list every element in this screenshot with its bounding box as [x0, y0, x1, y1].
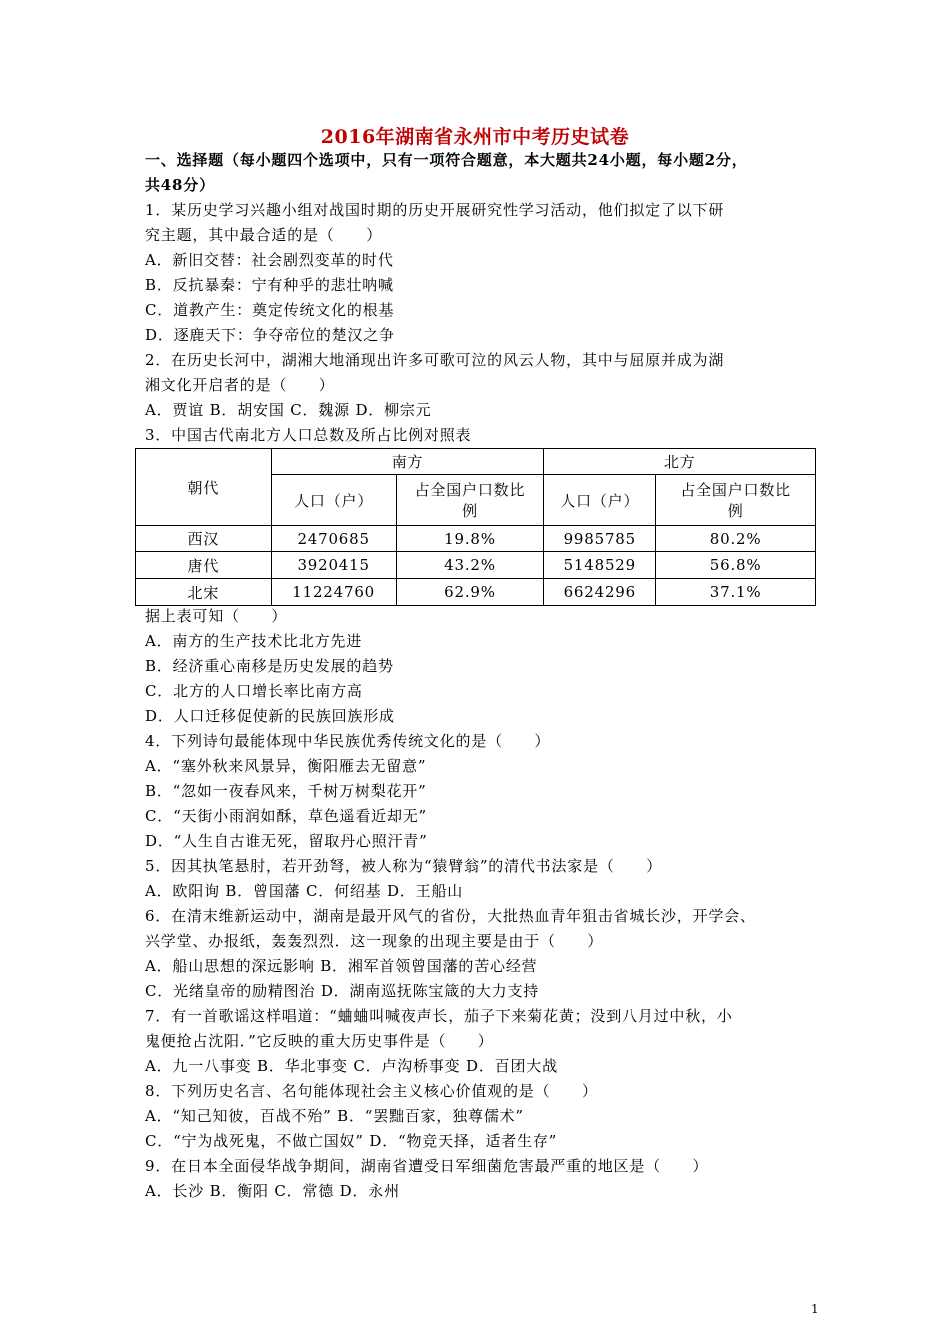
q1-option-a: A．新旧交替：社会剧烈变革的时代 [145, 251, 394, 269]
q6-stem-line2: 兴学堂、办报纸，轰轰烈烈．这一现象的出现主要是由于（ ） [145, 932, 604, 950]
table-cell-north-ratio: 37.1% [656, 579, 816, 606]
q8-options-line1: A．“知己知彼，百战不殆” B．“罢黜百家，独尊儒术” [145, 1107, 524, 1125]
q3-option-c: C．北方的人口增长率比南方高 [145, 682, 363, 700]
q4-option-b: B．“忽如一夜春风来，千树万树梨花开” [145, 782, 427, 800]
section-heading-line1: 一、选择题（每小题四个选项中，只有一项符合题意，本大题共24小题，每小题2分， [145, 151, 748, 169]
q1-stem-line2: 究主题，其中最合适的是（ ） [145, 226, 383, 244]
q6-stem-line1: 6．在清末维新运动中，湖南是最开风气的省份，大批热血青年狙击省城长沙，开学会、 [145, 907, 756, 925]
table-header-north: 北方 [544, 449, 816, 475]
population-table [135, 448, 816, 606]
q9-stem: 9．在日本全面侵华战争期间，湖南省遭受日军细菌危害最严重的地区是（ ） [145, 1157, 709, 1175]
table-header-south-ratio: 占全国户口数比 例 [396, 475, 544, 526]
q1-option-d: D．逐鹿天下：争夺帝位的楚汉之争 [145, 326, 395, 344]
table-cell-south-ratio: 43.2% [396, 552, 544, 579]
table-row [136, 552, 816, 579]
q2-stem-line2: 湘文化开启者的是（ ） [145, 376, 335, 394]
table-cell-dynasty: 西汉 [136, 526, 272, 552]
table-cell-south-pop: 11224760 [271, 579, 396, 606]
q4-option-a: A．“塞外秋来风景异，衡阳雁去无留意” [145, 757, 427, 775]
q7-options: A．九一八事变 B．华北事变 C．卢沟桥事变 D．百团大战 [145, 1057, 558, 1075]
q9-options: A．长沙 B．衡阳 C．常德 D．永州 [145, 1182, 400, 1200]
q3-option-a: A．南方的生产技术比北方先进 [145, 632, 363, 650]
q6-options-line1: A．船山思想的深远影响 B．湘军首领曾国藩的苦心经营 [145, 957, 538, 975]
table-cell-north-pop: 5148529 [544, 552, 656, 579]
table-header-north-ratio: 占全国户口数比 例 [656, 475, 816, 526]
table-row [136, 579, 816, 606]
q1-option-b: B．反抗暴秦：宁有种乎的悲壮呐喊 [145, 276, 394, 294]
table-cell-dynasty: 唐代 [136, 552, 272, 579]
table-cell-north-pop: 6624296 [544, 579, 656, 606]
table-cell-north-ratio: 80.2% [656, 526, 816, 552]
q3-after-table: 据上表可知（ ） [145, 607, 288, 625]
table-cell-south-ratio: 62.9% [396, 579, 544, 606]
table-header-dynasty: 朝代 [136, 449, 272, 526]
q3-option-d: D．人口迁移促使新的民族回族形成 [145, 707, 395, 725]
q1-option-c: C．道教产生：奠定传统文化的根基 [145, 301, 395, 319]
page-number: 1 [811, 1302, 819, 1316]
table-cell-north-pop: 9985785 [544, 526, 656, 552]
q7-stem-line1: 7．有一首歌谣这样唱道：“蛐蛐叫喊夜声长，茄子下来菊花黄；没到八月过中秋，小 [145, 1007, 733, 1025]
table-header-south-pop: 人口（户） [271, 475, 396, 526]
table-header-south: 南方 [271, 449, 544, 475]
q8-options-line2: C．“宁为战死鬼，不做亡国奴” D．“物竞天择，适者生存” [145, 1132, 558, 1150]
table-cell-north-ratio: 56.8% [656, 552, 816, 579]
q6-options-line2: C．光绪皇帝的励精图治 D．湖南巡抚陈宝箴的大力支持 [145, 982, 540, 1000]
q2-options: A．贾谊 B．胡安国 C．魏源 D．柳宗元 [145, 401, 432, 419]
table-cell-south-pop: 2470685 [271, 526, 396, 552]
q4-stem: 4．下列诗句最能体现中华民族优秀传统文化的是（ ） [145, 732, 551, 750]
q5-options: A．欧阳询 B．曾国藩 C．何绍基 D．王船山 [145, 882, 464, 900]
table-row [136, 526, 816, 552]
section-heading-line2: 共48分） [145, 176, 215, 194]
q1-stem-line1: 1．某历史学习兴趣小组对战国时期的历史开展研究性学习活动，他们拟定了以下研 [145, 201, 725, 219]
q5-stem: 5．因其执笔悬肘，若开劲弩，被人称为“猿臂翁”的清代书法家是（ ） [145, 857, 663, 875]
q3-option-b: B．经济重心南移是历史发展的趋势 [145, 657, 394, 675]
table-cell-dynasty: 北宋 [136, 579, 272, 606]
q3-stem: 3．中国古代南北方人口总数及所占比例对照表 [145, 426, 472, 444]
table-header-north-pop: 人口（户） [544, 475, 656, 526]
q8-stem: 8．下列历史名言、名句能体现社会主义核心价值观的是（ ） [145, 1082, 598, 1100]
page-title: 2016年湖南省永州市中考历史试卷 [320, 126, 630, 148]
q4-option-d: D．“人生自古谁无死，留取丹心照汗青” [145, 832, 428, 850]
table-cell-south-pop: 3920415 [271, 552, 396, 579]
q2-stem-line1: 2．在历史长河中，湖湘大地涌现出许多可歌可泣的风云人物，其中与屈原并成为湖 [145, 351, 725, 369]
table-cell-south-ratio: 19.8% [396, 526, 544, 552]
q7-stem-line2: 鬼便抢占沈阳．”它反映的重大历史事件是（ ） [145, 1032, 494, 1050]
q4-option-c: C．“天街小雨润如酥，草色遥看近却无” [145, 807, 428, 825]
